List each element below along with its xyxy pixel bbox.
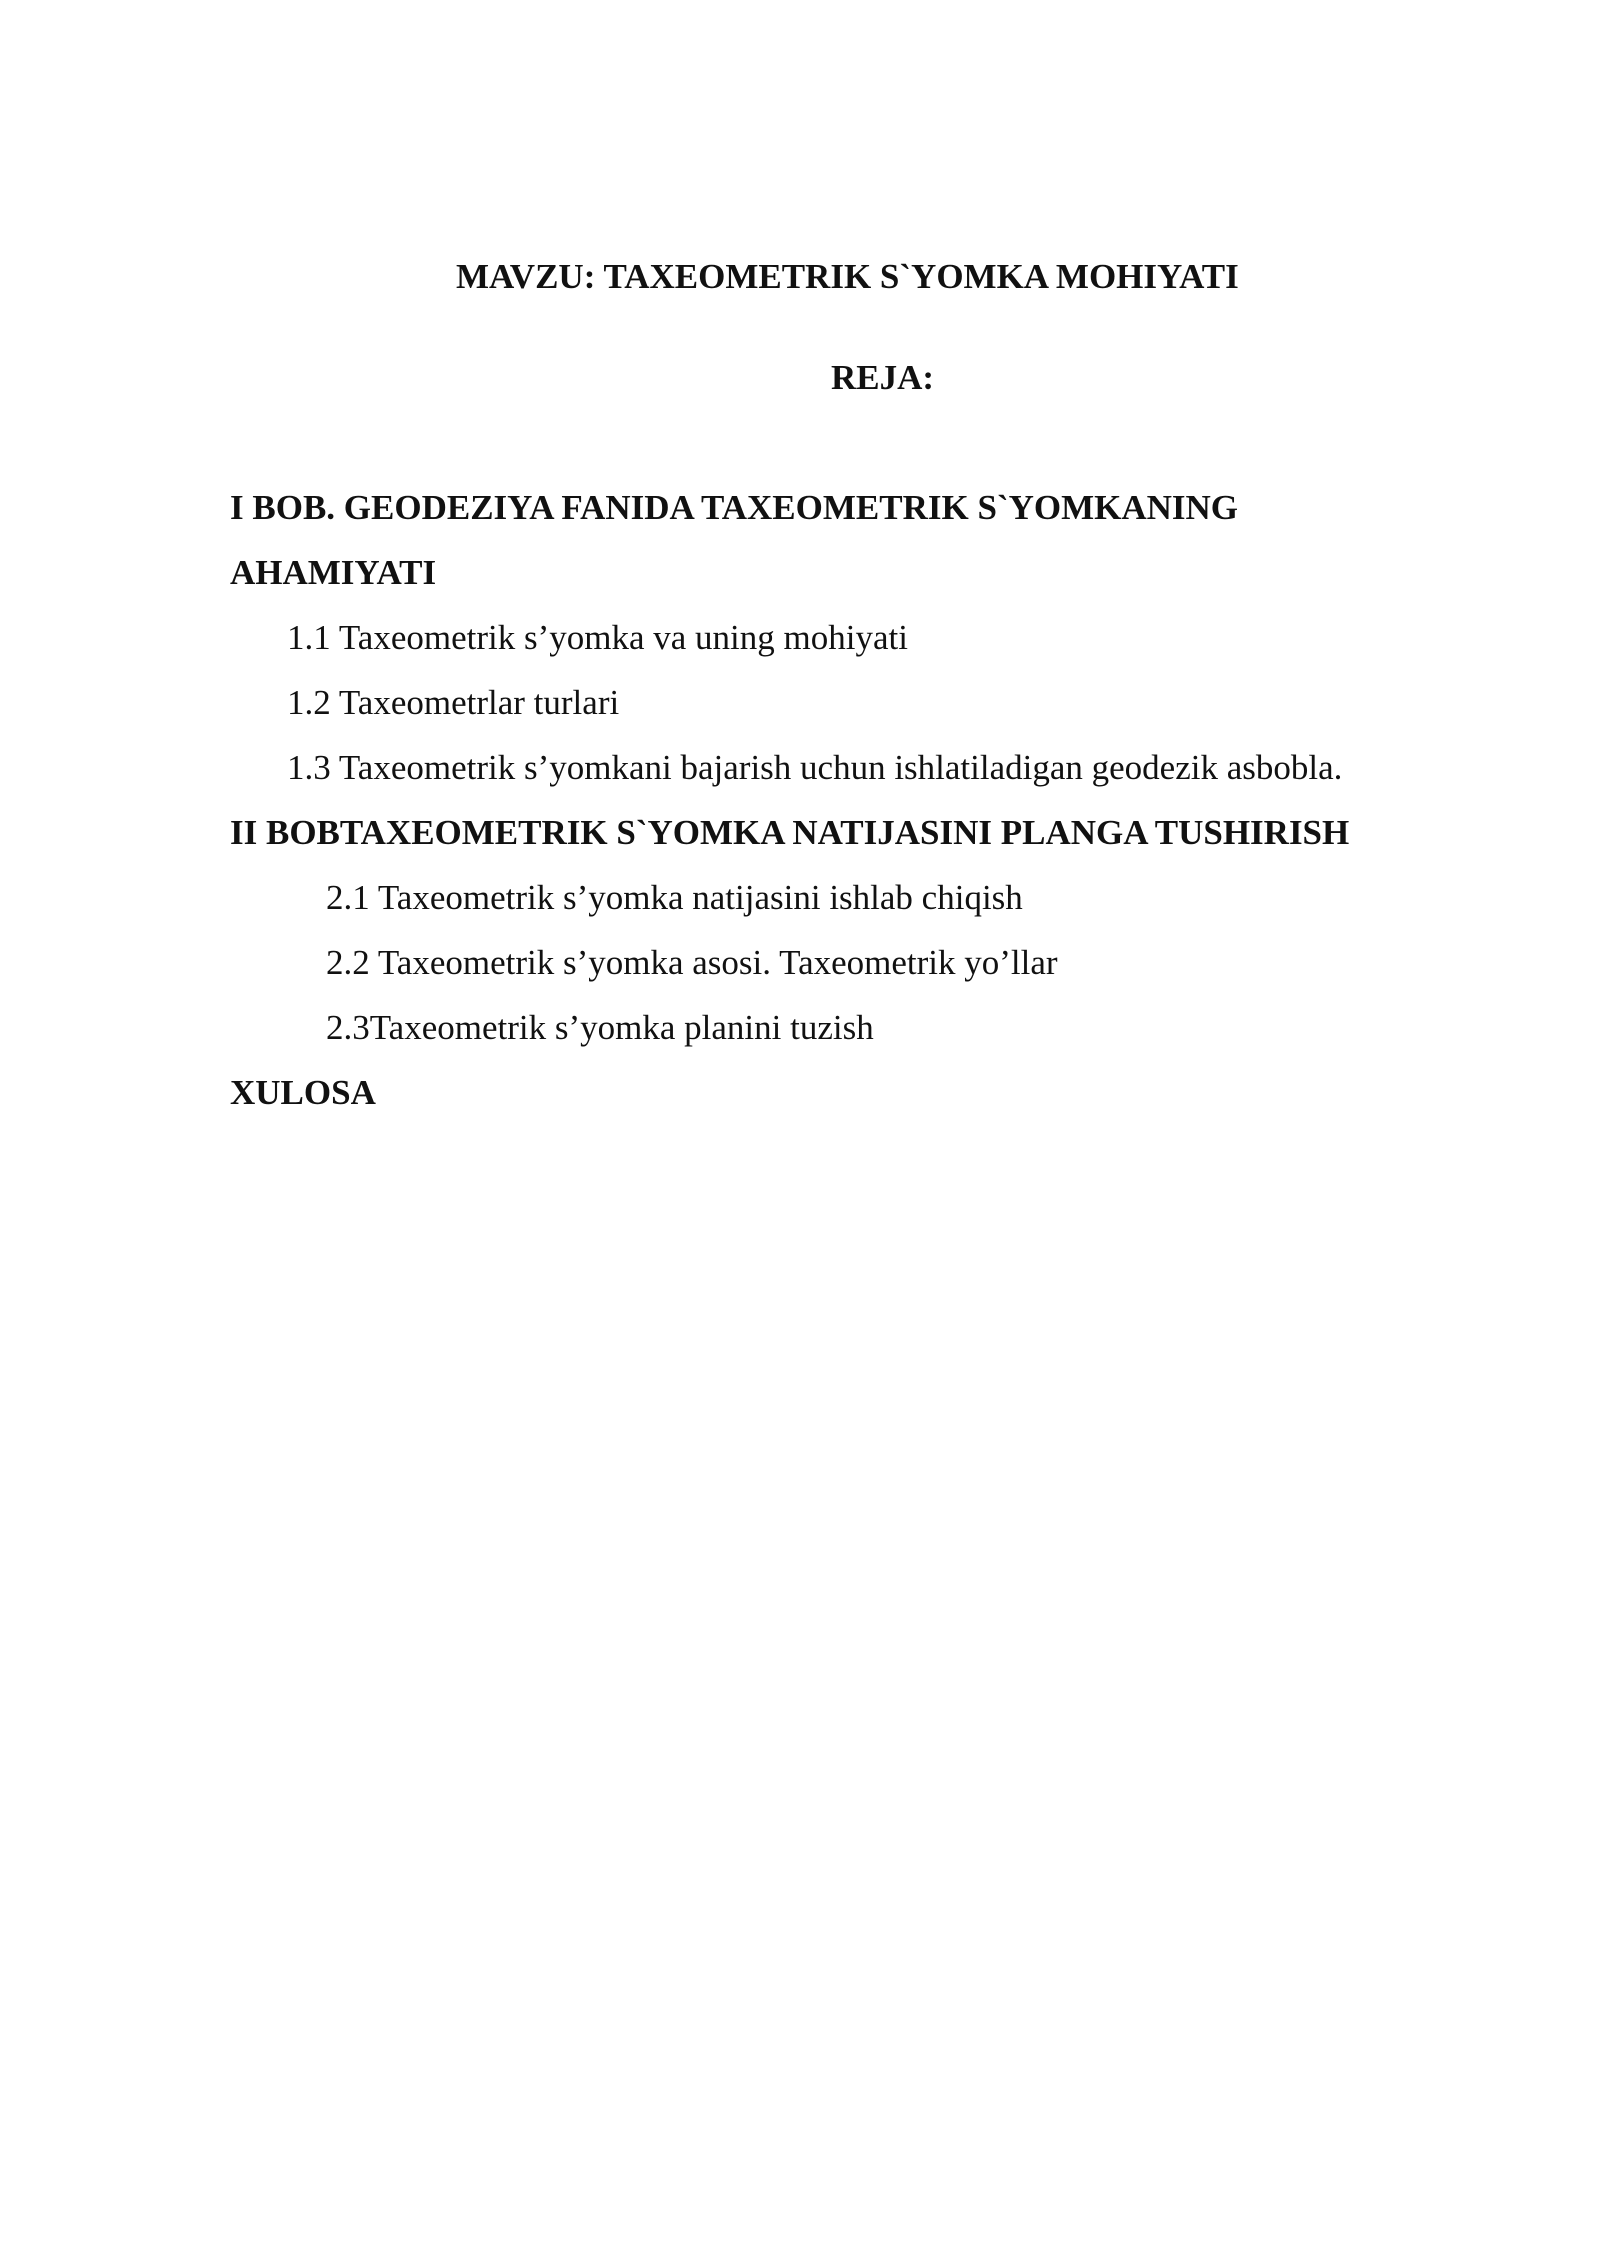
- chapter-1-item: 1.3 Taxeometrik s’yomkani bajarish uchun ishlatiladigan geodezik asbobla.: [287, 748, 1343, 787]
- chapter-2-item: 2.2 Taxeometrik s’yomka asosi. Taxeometrik yo’llar: [326, 943, 1058, 982]
- chapter-1-heading-line-1: I BOB. GEODEZIYA FANIDA TAXEOMETRIK S`YOMKANING: [230, 488, 1239, 527]
- conclusion-heading: XULOSA: [230, 1073, 376, 1112]
- chapter-2-item: 2.1 Taxeometrik s’yomka natijasini ishlab chiqish: [326, 878, 1023, 917]
- chapter-1-heading-line-2: AHAMIYATI: [230, 553, 437, 592]
- chapter-1-item: 1.1 Taxeometrik s’yomka va uning mohiyati: [287, 618, 908, 657]
- chapter-2-item: 2.3Taxeometrik s’yomka planini tuzish: [326, 1008, 874, 1047]
- chapter-1-item: 1.2 Taxeometrlar turlari: [287, 683, 620, 722]
- document-title: MAVZU: TAXEOMETRIK S`YOMKA MOHIYATI: [456, 257, 1239, 296]
- chapter-2-heading: II BOBTAXEOMETRIK S`YOMKA NATIJASINI PLANGA TUSHIRISH: [230, 813, 1350, 852]
- plan-heading: REJA:: [831, 358, 935, 397]
